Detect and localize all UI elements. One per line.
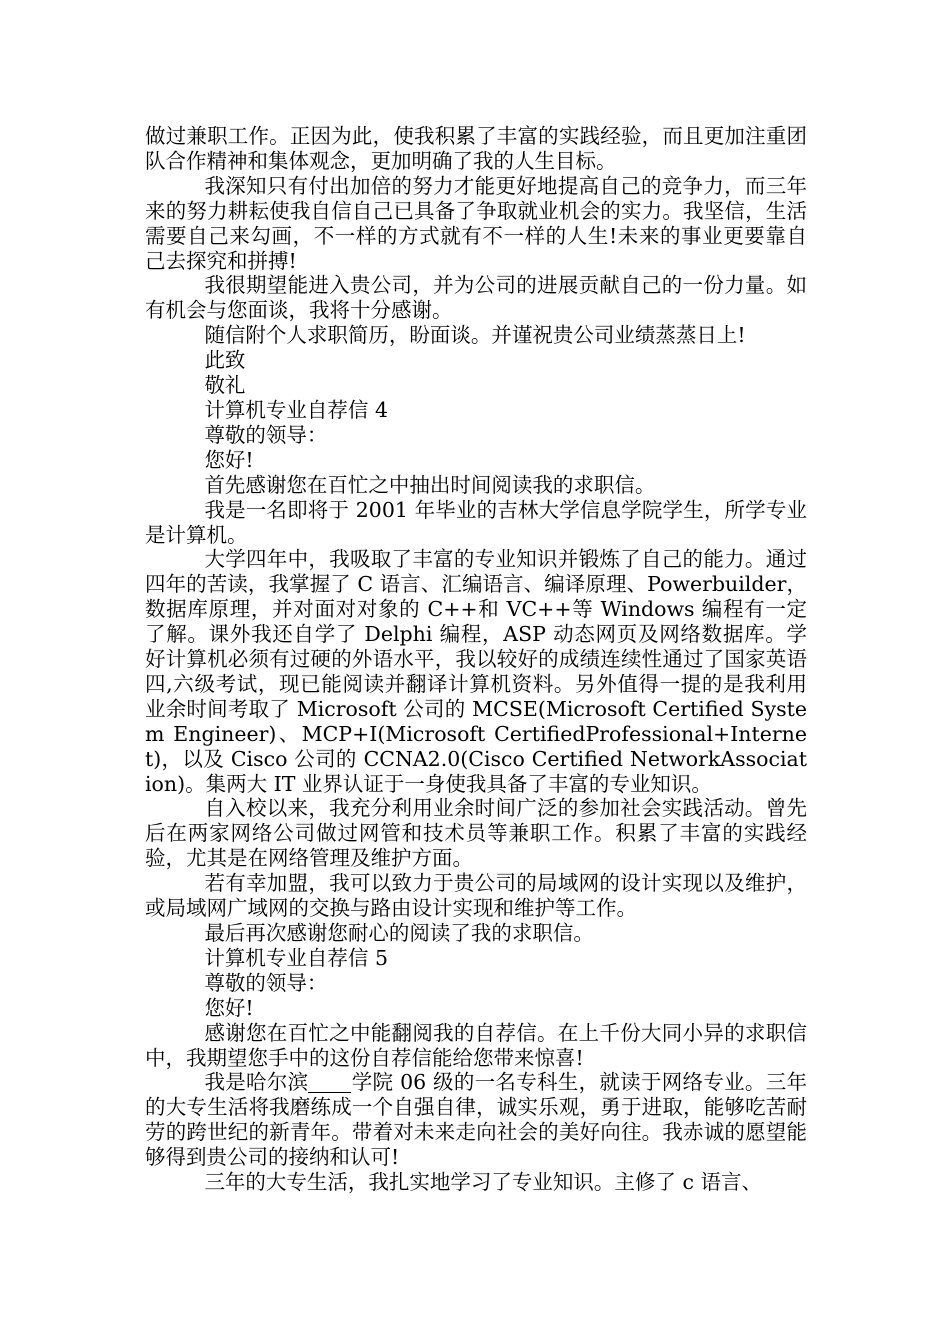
greeting: 您好!	[204, 995, 254, 1020]
section-heading: 计算机专业自荐信 5	[204, 945, 388, 970]
paragraph: 感谢您在百忙之中能翻阅我的自荐信。在上千份大同小异的求职信中，我期望您手中的这份自荐信能给您带来惊喜!	[145, 1020, 807, 1070]
paragraph: 大学四年中，我吸取了丰富的专业知识并锻炼了自己的能力。通过四年的苦读，我掌握了 C 语言、汇编语言、编译原理、Powerbuilder，数据库原理，并对面对对象的 C++和 VC++等 Windows 编程有一定了解。课外我还自学了 Delphi 编程，ASP 动态网页及网络数据库。学好计算机必须有过硬的外语水平，我以较好的成绩连续性通过了国家英语四,六级考试，现已能阅读并翻译计算机资料。另外值得一提的是我利用业余时间考取了 Microsoft 公司的 MCSE(Microsoft Certified System Engineer)、MCP+I(Microsoft CertifiedProfessional+Internet)，以及 Cisco 公司的 CCNA2.0(Cisco Certified NetworkAssociation)。集两大 IT 业界认证于一身使我具备了丰富的专业知识。	[145, 547, 807, 796]
paragraph-text-after-blank: 学院 06 级的一名专科生，就读于网络专业。三年的大专生活将我磨练成一个自强自律，诚实乐观，勇于进取，能够吃苦耐劳的跨世纪的新青年。带着对未来走向社会的美好向往。我赤诚的愿望能够得到贵公司的接纳和认可!	[145, 1070, 807, 1170]
salutation: 尊敬的领导：	[204, 970, 328, 995]
section-heading: 计算机专业自荐信 4	[204, 397, 388, 422]
paragraph: 三年的大专生活，我扎实地学习了专业知识。主修了 c 语言、	[204, 1170, 762, 1195]
letter-body	[145, 124, 807, 1195]
paragraph: 做过兼职工作。正因为此，使我积累了丰富的实践经验，而且更加注重团队合作精神和集体观念，更加明确了我的人生目标。	[145, 124, 807, 173]
paragraph: 我是一名即将于 2001 年毕业的吉林大学信息学院学生，所学专业是计算机。	[145, 497, 807, 547]
fill-in-blank	[308, 1071, 351, 1093]
paragraph: 若有幸加盟，我可以致力于贵公司的局域网的设计实现以及维护，或局域网广域网的交换与路由设计实现和维护等工作。	[145, 871, 807, 921]
paragraph: 最后再次感谢您耐心的阅读了我的求职信。	[204, 921, 594, 945]
paragraph: 我深知只有付出加倍的努力才能更好地提高自己的竞争力，而三年来的努力耕耘使我自信自己已具备了争取就业机会的实力。我坚信，生活需要自己来勾画，不一样的方式就有不一样的人生!未来的事业更要靠自己去探究和拼搏!	[145, 173, 807, 273]
salutation: 尊敬的领导：	[204, 422, 328, 447]
paragraph: 自入校以来，我充分利用业余时间广泛的参加社会实践活动。曾先后在两家网络公司做过网管和技术员等兼职工作。积累了丰富的实践经验，尤其是在网络管理及维护方面。	[145, 796, 807, 871]
paragraph-text-before-blank: 我是哈尔滨	[204, 1070, 309, 1095]
greeting: 您好!	[204, 447, 254, 472]
paragraph: 我很期望能进入贵公司，并为公司的进展贡献自己的一份力量。如有机会与您面谈，我将十分感谢。	[145, 273, 807, 323]
paragraph	[145, 1070, 807, 1170]
paragraph: 随信附个人求职简历，盼面谈。并谨祝贵公司业绩蒸蒸日上!	[204, 323, 746, 348]
closing-salute: 敬礼	[204, 373, 246, 398]
paragraph: 首先感谢您在百忙之中抽出时间阅读我的求职信。	[204, 472, 656, 497]
closing-phrase: 此致	[204, 348, 246, 373]
